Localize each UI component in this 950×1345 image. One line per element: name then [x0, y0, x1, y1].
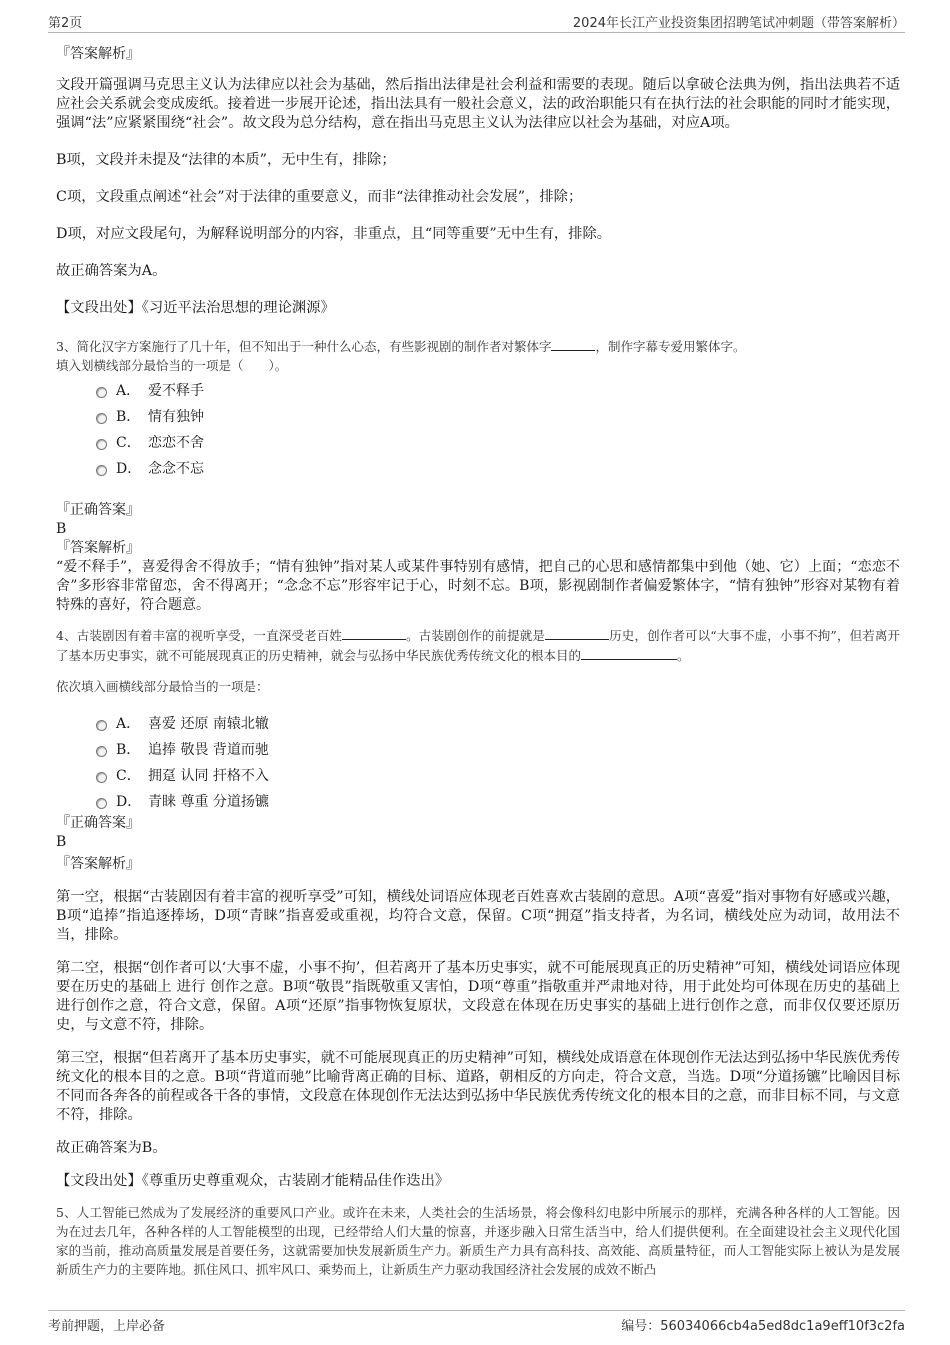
fill-blank — [342, 625, 406, 640]
radio-icon[interactable] — [96, 387, 107, 398]
page-number: 第2页 — [48, 16, 83, 31]
correct-answer-value: B — [56, 834, 67, 850]
page-footer — [48, 1310, 905, 1333]
question-4-options — [96, 710, 900, 814]
question-3-stem: 3、简化汉字方案施行了几十年，但不知出于一种什么心态，有些影视剧的制作者对繁体字 ，制作字幕专爱用繁体字。 — [56, 336, 900, 356]
option-d[interactable]: D． 青睐 尊重 分道扬镳 — [96, 788, 900, 814]
fill-blank — [581, 645, 677, 660]
option-d[interactable]: D． 念念不忘 — [96, 455, 900, 481]
question-3-options — [96, 377, 900, 481]
radio-icon[interactable] — [96, 772, 107, 783]
analysis-paragraph: 文段开篇强调马克思主义认为法律应以社会为基础，然后指出法律是社会利益和需要的表现。随后以拿破仑法典为例，指出法典若不适应社会关系就会变成废纸。接着进一步展开论述，指出法具有一般社会意义，法的政治职能只有在执行法的社会职能的同时才能实现，强调“法”应紧紧围绕“社会”。故文段为总分结构，意在指出马克思主义认为法律应以社会为基础，对应A项。 — [56, 77, 900, 131]
option-c[interactable]: C． 恋恋不舍 — [96, 429, 900, 455]
analysis-option-b: B项，文段并未提及“法律的本质”，无中生有，排除； — [56, 152, 396, 168]
radio-icon[interactable] — [96, 413, 107, 424]
option-b[interactable]: B． 情有独钟 — [96, 403, 900, 429]
radio-icon[interactable] — [96, 439, 107, 450]
fill-blank — [545, 625, 609, 640]
analysis-paragraph: “爱不释手”，喜爱得舍不得放手；“情有独钟”指对某人或某件事特别有感情，把自己的心思和感情都集中到他（她、它）上面；“恋恋不舍”多形容非常留恋，舍不得离开；“念念不忘”形容牢记于心，时刻不忘。B项，影视剧制作者偏爱繁体字，“情有独钟”形容对某物有着特殊的喜好，符合题意。 — [56, 559, 900, 613]
analysis-paragraph: 第三空，根据“但若离开了基本历史事实，就不可能展现真正的历史精神”可知，横线处成语意在体现创作无法达到弘扬中华民族优秀传统文化的根本目的之意。B项“背道而驰”比喻背离正确的目标、道路，朝相反的方向走，符合文意，当选。D项“分道扬镳”比喻因目标不同而各奔各的前程或各干各的事情，文段意在体现创作无法达到弘扬中华民族优秀传统文化的根本目的之意，而非目标不同，与文意不符，排除。 — [56, 1050, 900, 1123]
correct-answer-label: 『正确答案』 — [56, 815, 140, 831]
analysis-label: 『答案解析』 — [56, 46, 140, 62]
document-id: 编号：56034066cb4a5ed8dc1a9eff10f3c2fa — [621, 1319, 905, 1334]
question-3-instruction: 填入划横线部分最恰当的一项是（ ）。 — [56, 358, 288, 373]
option-c[interactable]: C． 拥趸 认同 扞格不入 — [96, 762, 900, 788]
radio-icon[interactable] — [96, 798, 107, 809]
analysis-label: 『答案解析』 — [56, 856, 140, 872]
correct-answer-label: 『正确答案』 — [56, 502, 140, 518]
question-5-stem: 5、人工智能已然成为了发展经济的重要风口产业。或许在未来，人类社会的生活场景，将会像科幻电影中所展示的那样，充满各种各样的人工智能。因为在过去几年，各种各样的人工智能模型的出现，已经带给人们大量的惊喜，并逐步融入日常生活当中，给人们提供便利。在全面建设社会主义现代化国家的当前，推动高质量发展是首要任务，这就需要加快发展新质生产力。新质生产力具有高科技、高效能、高质量特征，而人工智能实际上被认为是发展新质生产力的主要阵地。抓住风口、抓牢风口、乘势而上，让新质生产力驱动我国经济社会发展的成效不断凸 — [56, 1205, 900, 1277]
analysis-option-d: D项，对应文段尾句，为解释说明部分的内容，非重点，且“同等重要”无中生有，排除。 — [56, 226, 612, 242]
fill-blank — [551, 336, 595, 351]
question-4-instruction: 依次填入画横线部分最恰当的一项是： — [56, 679, 269, 694]
analysis-option-c: C项，文段重点阐述“社会”对于法律的重要意义，而非“法律推动社会发展”，排除； — [56, 189, 583, 205]
correct-answer-value: B — [56, 521, 67, 537]
analysis-paragraph: 第一空，根据“古装剧因有着丰富的视听享受”可知，横线处词语应体现老百姓喜欢古装剧的意思。A项“喜爱”指对事物有好感或兴趣，B项“追捧”指追逐捧场，D项“青睐”指喜爱或重视，均符合文意，保留。C项“拥趸”指支持者，为名词，横线处应为动词，故用法不当，排除。 — [56, 889, 900, 943]
option-a[interactable]: A． 喜爱 还原 南辕北辙 — [96, 710, 900, 736]
source-citation: 【文段出处】《尊重历史尊重观众，古装剧才能精品佳作迭出》 — [56, 1173, 450, 1189]
page-content — [56, 45, 900, 1279]
option-b[interactable]: B． 追捧 敬畏 背道而驰 — [96, 736, 900, 762]
option-a[interactable]: A． 爱不释手 — [96, 377, 900, 403]
radio-icon[interactable] — [96, 746, 107, 757]
answer-statement: 故正确答案为A。 — [56, 263, 167, 279]
analysis-label: 『答案解析』 — [56, 540, 140, 556]
page-header — [48, 10, 905, 33]
radio-icon[interactable] — [96, 720, 107, 731]
radio-icon[interactable] — [96, 465, 107, 476]
analysis-paragraph: 第二空，根据“创作者可以‘大事不虚，小事不拘’，但若离开了基本历史事实，就不可能展现真正的历史精神”可知，横线处词语应体现要在历史的基础上 进行 创作之意。B项“敬畏”指既敬重又害怕，D项“尊重”指敬重并严肃地对待，用于此处均可体现在历史的基础上进行创作之意，符合文意，保留。A项“还原”指事物恢复原状，文段意在体现在历史事实的基础上进行创作之意，而非仅仅要还原历史，与文意不符，排除。 — [56, 960, 900, 1033]
document-title: 2024年长江产业投资集团招聘笔试冲刺题（带答案解析） — [572, 16, 905, 31]
footer-slogan: 考前押题，上岸必备 — [48, 1319, 166, 1334]
answer-statement: 故正确答案为B。 — [56, 1140, 167, 1156]
question-4-stem: 4、古装剧因有着丰富的视听享受，一直深受老百姓 。古装剧创作的前提就是 历史，创作者可以“大事不虚，小事不拘”，但若离开了基本历史事实，就不可能展现真正的历史精神，就会与弘扬中华民族优秀传统文化的根本目的 。 — [56, 625, 900, 665]
source-citation: 【文段出处】《习近平法治思想的理论渊源》 — [56, 300, 335, 316]
